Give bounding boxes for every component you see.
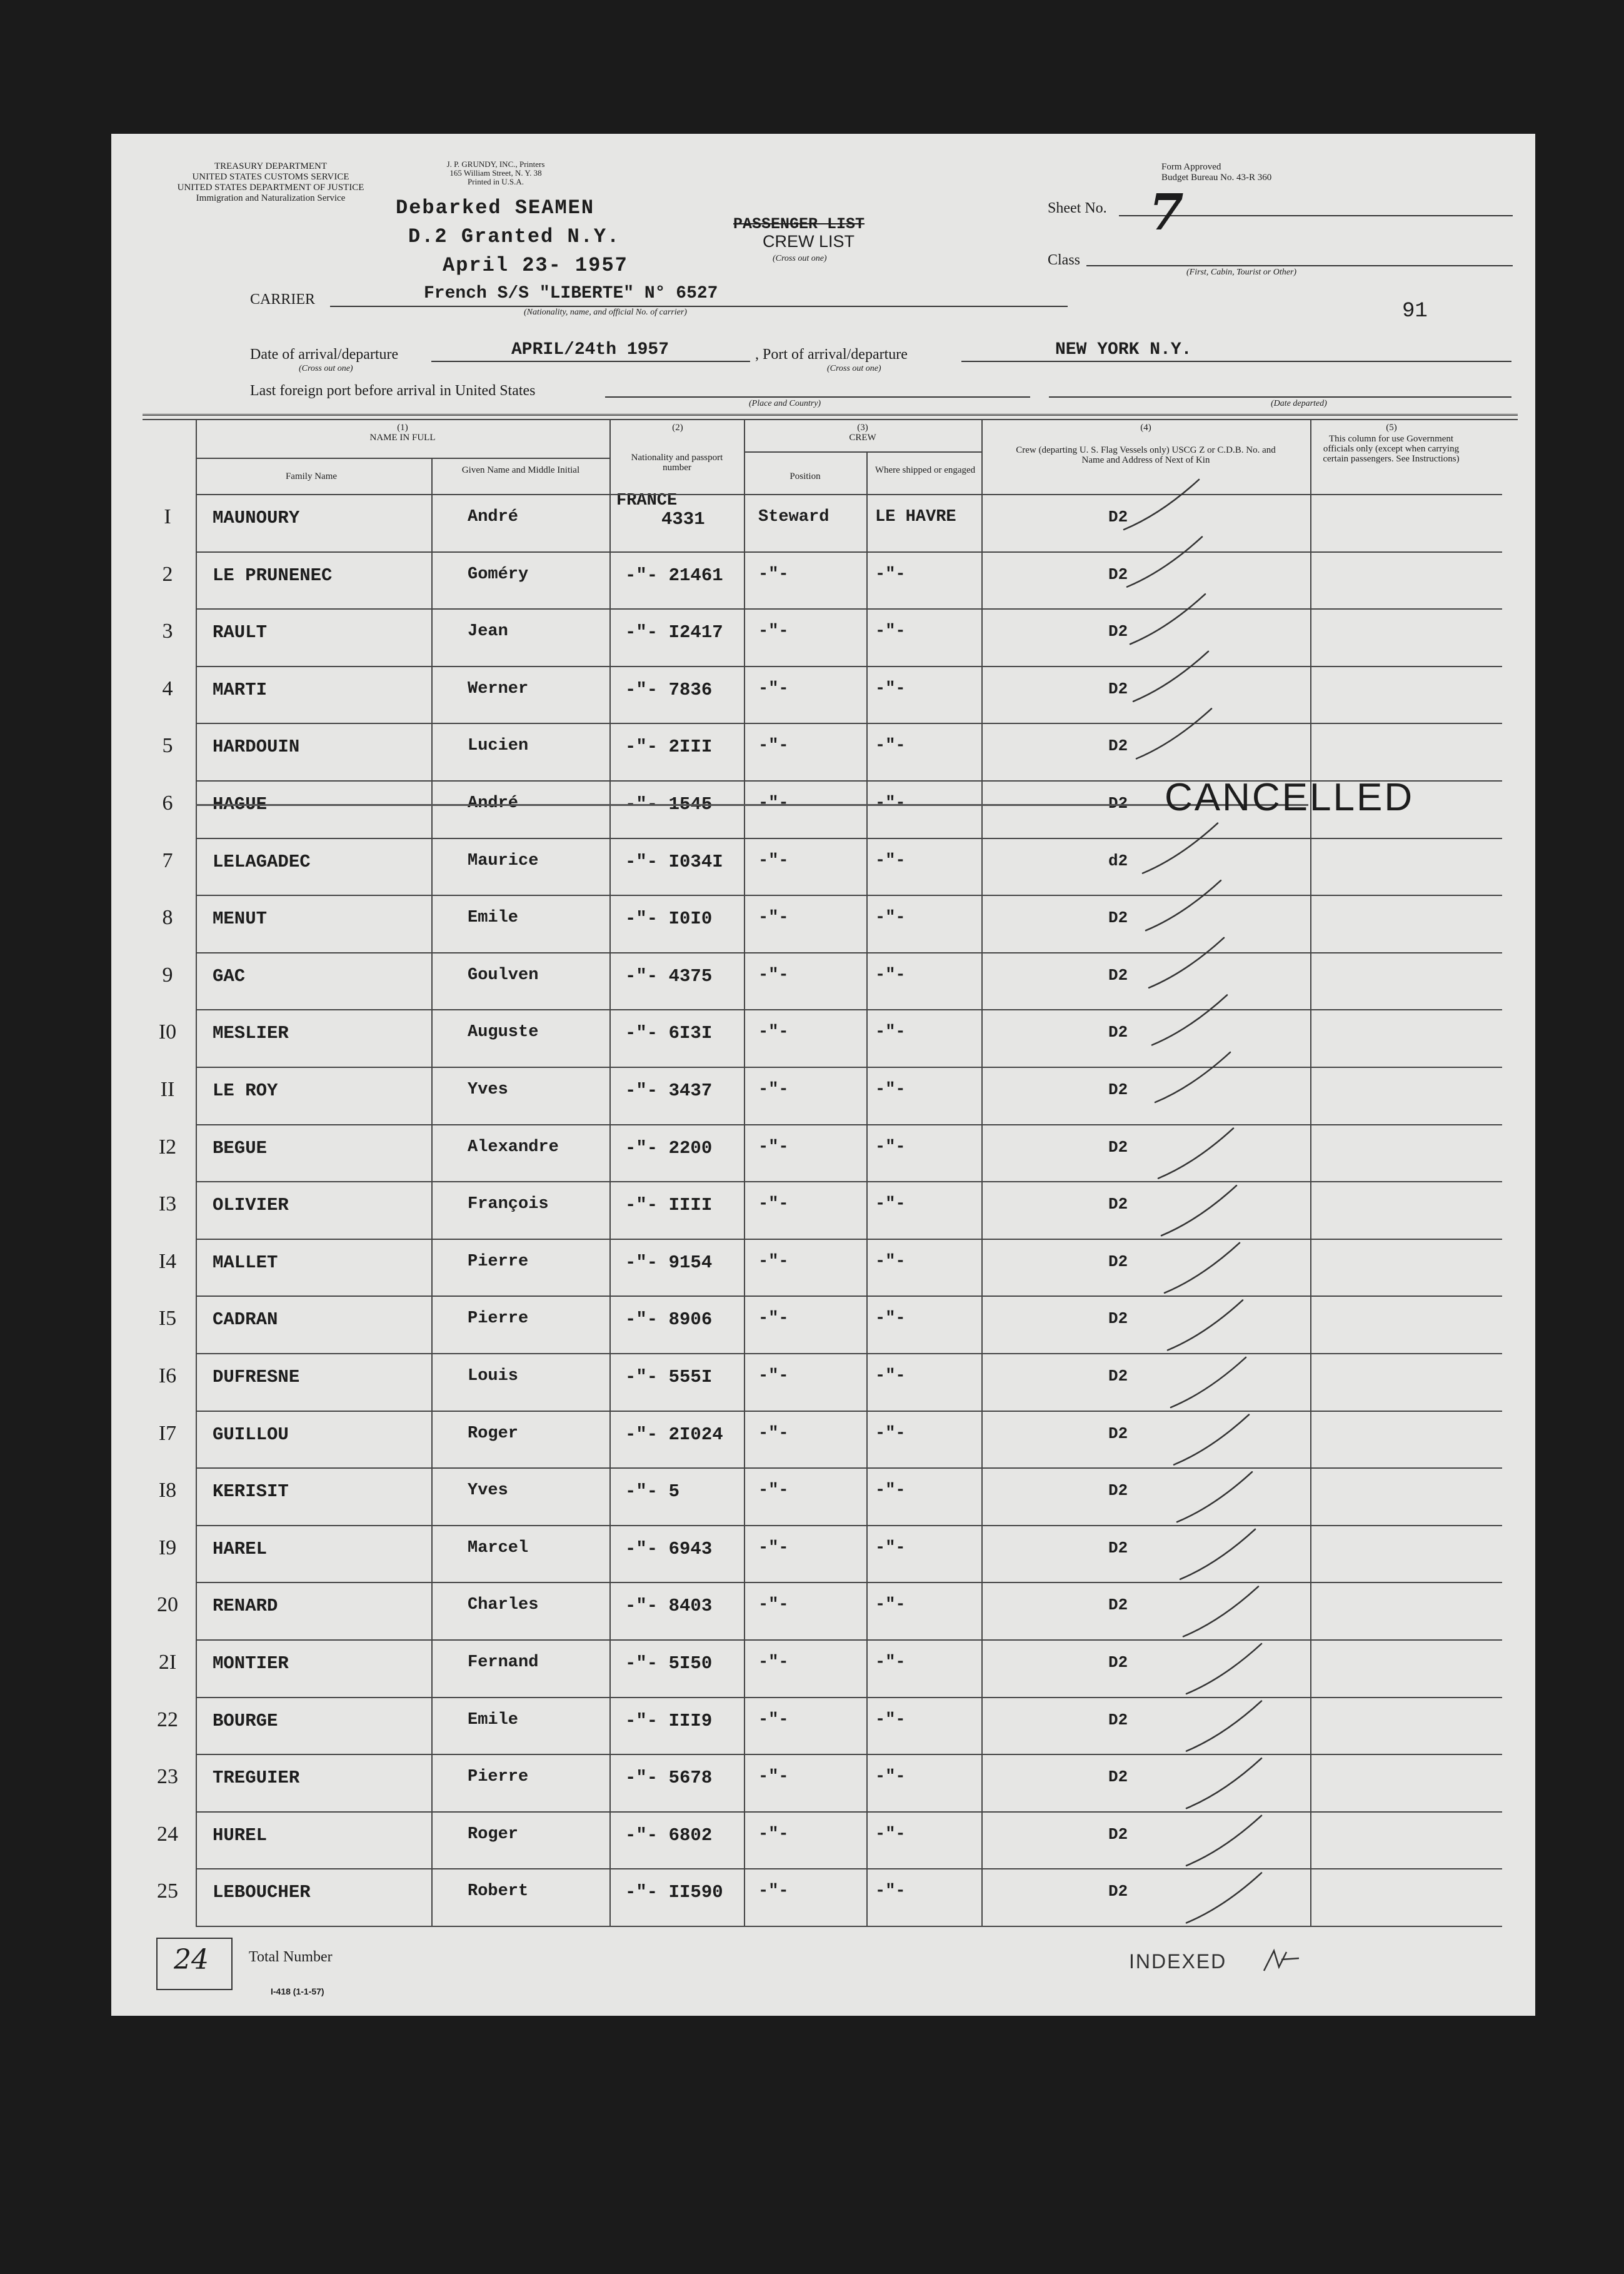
family-name: RAULT [213,622,268,643]
next-of-kin: D2 [1108,508,1128,526]
check-mark [1186,1644,1261,1694]
check-mark [1168,1300,1243,1350]
col3-title: CREW [849,433,876,443]
given-name: Emile [468,1710,519,1729]
family-name: MALLET [213,1252,278,1273]
cancelled-stamp: CANCELLED [1165,776,1415,819]
col3-number: (3) [857,423,868,433]
next-of-kin: D2 [1108,1080,1128,1099]
check-mark [1136,708,1211,758]
next-of-kin: D2 [1108,965,1128,985]
passport-number: -"- 2III [625,737,713,758]
where-shipped: -"- [875,1481,906,1501]
next-of-kin: D2 [1108,908,1128,928]
family-name: KERISIT [213,1481,289,1502]
next-of-kin: D2 [1108,1882,1128,1901]
family-name: MAUNOURY [213,508,300,528]
passport-number: -"- I2417 [625,622,723,643]
crew-position: -"- [758,1596,789,1615]
passport-number: -"- 7836 [625,679,713,700]
check-mark [1130,594,1205,644]
given-name: André [468,508,519,526]
row-number: I [164,505,171,528]
family-name: HAREL [213,1538,268,1559]
row-number: 24 [157,1822,178,1846]
next-of-kin: D2 [1108,1653,1128,1672]
total-number-value: 24 [174,1944,209,1976]
next-of-kin: D2 [1108,1596,1128,1615]
given-name: Maurice [468,851,539,870]
check-mark [1180,1529,1255,1579]
next-of-kin: D2 [1108,737,1128,756]
col2-title: Nationality and passport number [631,453,723,473]
row-number: 2I [158,1651,177,1674]
cross-out-hint: (Cross out one) [773,254,827,263]
next-of-kin: D2 [1108,679,1128,698]
given-name: Louis [468,1367,519,1386]
carrier-hint: (Nationality, name, and official No. of carrier) [524,308,687,317]
port-value: NEW YORK N.Y. [1055,340,1192,360]
passport-number: -"- 555I [625,1367,713,1387]
place-hint: (Place and Country) [749,399,821,408]
crew-position: -"- [758,1882,789,1901]
crew-position: Steward [758,508,830,526]
where-shipped: -"- [875,679,906,698]
row-number: I3 [158,1192,177,1216]
given-name: Marcel [468,1538,529,1557]
passenger-list-struck: PASSENGER LIST [733,215,865,233]
crew-position: -"- [758,1710,789,1729]
where-shipped: -"- [875,1252,906,1271]
crew-position: -"- [758,851,789,870]
next-of-kin: D2 [1108,1309,1128,1329]
family-name: DUFRESNE [213,1367,300,1387]
check-mark [1152,995,1227,1045]
date-label: Date of arrival/departure [250,346,399,363]
col1-number: (1) [397,423,408,433]
agency-line: UNITED STATES CUSTOMS SERVICE [192,172,349,182]
crew-position: -"- [758,908,789,928]
passport-number: -"- I034I [625,851,723,872]
passport-number: -"- 2200 [625,1137,713,1159]
check-mark [1161,1185,1236,1235]
budget-bureau-line: Budget Bureau No. 43-R 360 [1161,173,1272,183]
where-shipped: -"- [875,1768,906,1787]
passport-number: -"- 9154 [625,1252,713,1273]
where-shipped: -"- [875,1309,906,1329]
page-number: 91 [1402,299,1428,323]
check-mark [1133,652,1208,702]
family-name: GUILLOU [213,1424,289,1445]
where-shipped: -"- [875,908,906,928]
printer-block [427,160,564,186]
given-name: Yves [468,1080,508,1099]
passport-number: -"- III9 [625,1710,713,1731]
next-of-kin: D2 [1108,1367,1128,1386]
where-shipped: -"- [875,1538,906,1557]
check-mark [1127,537,1202,587]
col2-number: (2) [672,423,683,433]
passport-number: -"- 4375 [625,965,713,987]
family-name: HUREL [213,1824,268,1846]
family-name: BEGUE [213,1137,268,1159]
next-of-kin: D2 [1108,794,1128,813]
given-name: Robert [468,1882,529,1901]
col4-number: (4) [1140,423,1151,433]
row-number: 20 [157,1593,178,1617]
row-number: I4 [158,1249,177,1273]
sheet-label: Sheet No. [1048,200,1107,216]
port-cross-hint: (Cross out one) [827,364,881,373]
row-number: 7 [162,848,173,872]
given-name: Goméry [468,565,529,584]
where-shipped: LE HAVRE [875,508,956,526]
crew-position: -"- [758,1481,789,1501]
sheet-number: 7 [1149,183,1184,241]
given-name: Emile [468,908,519,928]
check-marks-drawing [1099,471,1449,2016]
where-shipped: -"- [875,965,906,985]
passport-number: -"- 3437 [625,1080,713,1101]
where-shipped: -"- [875,1653,906,1672]
where-shipped: -"- [875,1882,906,1901]
crew-position: -"- [758,1309,789,1329]
form-approved-line: Form Approved [1161,162,1221,172]
date-cross-hint: (Cross out one) [299,364,353,373]
port-label: , Port of arrival/departure [755,346,908,363]
crew-position: -"- [758,565,789,584]
check-mark [1183,1586,1258,1636]
family-name: HARDOUIN [213,737,300,758]
check-mark [1171,1357,1246,1407]
crew-position: -"- [758,737,789,756]
agency-line: Immigration and Naturalization Service [196,193,346,203]
where-shipped: -"- [875,565,906,584]
family-name: LEBOUCHER [213,1882,311,1903]
where-shipped: -"- [875,1824,906,1844]
passport-number: -"- 5I50 [625,1653,713,1674]
next-of-kin: D2 [1108,1137,1128,1157]
where-shipped: -"- [875,1596,906,1615]
passport-number: -"- 1545 [625,794,713,815]
check-mark [1146,880,1221,930]
stamp-date: April 23- 1957 [443,254,628,277]
passport-number: -"- 8403 [625,1596,713,1617]
next-of-kin: D2 [1108,565,1128,584]
family-name: BOURGE [213,1710,278,1731]
given-name: Jean [468,622,508,641]
col-position: Position [789,471,821,481]
where-shipped: -"- [875,1023,906,1042]
carrier-label: CARRIER [250,291,316,308]
check-mark [1143,823,1218,873]
next-of-kin: D2 [1108,1195,1128,1214]
col4-title: Crew (departing U. S. Flag Vessels only) USCG Z or C.D.B. No. and Name and Address of Next of Kin [1016,445,1276,465]
row-number: 8 [162,906,173,930]
row-number: I8 [158,1479,177,1502]
printer-line: 165 William Street, N. Y. 38 [449,168,542,178]
next-of-kin: D2 [1108,1424,1128,1443]
family-name: CADRAN [213,1309,278,1331]
family-name: TREGUIER [213,1768,300,1789]
given-name: Yves [468,1481,508,1501]
class-label: Class [1048,252,1081,268]
crew-position: -"- [758,679,789,698]
family-name: MONTIER [213,1653,289,1674]
where-shipped: -"- [875,1424,906,1443]
next-of-kin: d2 [1108,851,1128,870]
passport-number: -"- IIII [625,1195,713,1216]
col5-title: This column for use Government officials only (except when carrying certain passengers. See Instructions) [1323,434,1460,464]
check-mark [1186,1873,1261,1923]
next-of-kin: D2 [1108,1252,1128,1271]
next-of-kin: D2 [1108,1538,1128,1557]
crew-position: -"- [758,1424,789,1443]
next-of-kin: D2 [1108,1824,1128,1844]
given-name: Alexandre [468,1137,559,1157]
row-number: 6 [162,792,173,815]
given-name: Roger [468,1824,519,1844]
passport-number: -"- 6802 [625,1824,713,1846]
row-number: 22 [157,1708,178,1731]
check-mark [1149,938,1224,988]
family-name: MARTI [213,679,268,700]
passport-number: -"- 5 [625,1481,680,1502]
check-mark [1155,1052,1230,1102]
where-shipped: -"- [875,1080,906,1099]
col-given-name: Given Name and Middle Initial [461,465,580,475]
row-number: I5 [158,1307,177,1331]
row-number: I0 [158,1020,177,1044]
row-number: I2 [158,1135,177,1159]
col-where-shipped: Where shipped or engaged [875,465,976,475]
family-name: HAGUE [213,794,268,815]
crew-position: -"- [758,622,789,641]
where-shipped: -"- [875,1367,906,1386]
passport-number: -"- 6943 [625,1538,713,1559]
given-name: Pierre [468,1768,529,1787]
crew-position: -"- [758,1653,789,1672]
passport-number: -"- 8906 [625,1309,713,1331]
where-shipped: -"- [875,622,906,641]
row-number: 5 [162,734,173,758]
check-mark [1158,1129,1233,1179]
family-name: LE ROY [213,1080,278,1101]
printer-line: Printed in U.S.A. [468,177,524,186]
passport-number: -"- 2I024 [625,1424,723,1445]
indexed-initial-mark [1261,1947,1305,1975]
row-number: 4 [162,677,173,700]
given-name: François [468,1195,549,1214]
crew-position: -"- [758,1768,789,1787]
row-number: I7 [158,1421,177,1445]
crew-list-title: CREW LIST [763,232,855,251]
crew-position: -"- [758,1538,789,1557]
check-mark [1165,1243,1240,1293]
passport-number: -"- I0I0 [625,908,713,930]
given-name: Lucien [468,737,529,756]
agency-line: TREASURY DEPARTMENT [214,161,328,171]
next-of-kin: D2 [1108,1481,1128,1501]
row-number: I6 [158,1364,177,1387]
nationality: FRANCE [616,491,678,510]
family-name: RENARD [213,1596,278,1617]
check-mark [1186,1816,1261,1866]
next-of-kin: D2 [1108,1768,1128,1787]
where-shipped: -"- [875,737,906,756]
family-name: MENUT [213,908,268,930]
where-shipped: -"- [875,794,906,813]
given-name: Werner [468,679,529,698]
check-mark [1186,1758,1261,1808]
row-number: 23 [157,1765,178,1789]
where-shipped: -"- [875,1195,906,1214]
check-mark [1186,1701,1261,1751]
given-name: Pierre [468,1309,529,1329]
passport-number: -"- 5678 [625,1768,713,1789]
where-shipped: -"- [875,1137,906,1157]
given-name: Roger [468,1424,519,1443]
crew-position: -"- [758,1367,789,1386]
last-port-label: Last foreign port before arrival in United States [250,383,536,399]
given-name: Charles [468,1596,539,1615]
next-of-kin: D2 [1108,1023,1128,1042]
date-value: APRIL/24th 1957 [511,340,669,360]
family-name: LE PRUNENEC [213,565,333,586]
form-approved [1161,162,1271,183]
row-number: 2 [162,562,173,586]
next-of-kin: D2 [1108,1710,1128,1729]
check-mark [1177,1472,1252,1522]
family-name: OLIVIER [213,1195,289,1216]
agency-line: UNITED STATES DEPARTMENT OF JUSTICE [177,183,364,193]
stamp-debarked: Debarked SEAMEN [396,196,595,219]
form-number: I-418 (1-1-57) [271,1986,324,1996]
where-shipped: -"- [875,851,906,870]
given-name: Fernand [468,1653,539,1672]
row-number: 3 [162,620,173,643]
printer-line: J. P. GRUNDY, INC., Printers [446,159,545,169]
crew-position: -"- [758,794,789,813]
crew-position: -"- [758,1195,789,1214]
crew-position: -"- [758,1137,789,1157]
row-number: II [160,1078,175,1101]
crew-position: -"- [758,1824,789,1844]
family-name: MESLIER [213,1023,289,1044]
passport-number: 4331 [661,509,705,530]
family-name: LELAGADEC [213,851,311,872]
manifest-sheet [111,134,1535,2016]
passport-number: -"- 21461 [625,565,723,586]
where-shipped: -"- [875,1710,906,1729]
row-number: I9 [158,1536,177,1559]
agency-block [139,161,402,204]
given-name: André [468,794,519,813]
class-hint: (First, Cabin, Tourist or Other) [1186,268,1297,277]
given-name: Pierre [468,1252,529,1271]
row-number: 9 [162,963,173,987]
check-mark [1174,1415,1249,1465]
next-of-kin: D2 [1108,622,1128,641]
total-number-label: Total Number [249,1949,333,1965]
family-name: GAC [213,965,246,987]
given-name: Auguste [468,1023,539,1042]
indexed-stamp: INDEXED [1129,1950,1227,1973]
crew-position: -"- [758,1252,789,1271]
col-family-name: Family Name [285,471,338,481]
passport-number: -"- II590 [625,1882,723,1903]
given-name: Goulven [468,965,539,985]
passport-number: -"- 6I3I [625,1023,713,1044]
crew-position: -"- [758,1080,789,1099]
date-departed-hint: (Date departed) [1271,399,1327,408]
col1-title: NAME IN FULL [369,433,436,443]
crew-position: -"- [758,1023,789,1042]
col5-number: (5) [1386,423,1397,433]
row-number: 25 [157,1879,178,1903]
carrier-value: French S/S "LIBERTE" N° 6527 [424,284,718,303]
crew-position: -"- [758,965,789,985]
check-mark [1124,480,1199,530]
stamp-granted: D.2 Granted N.Y. [408,225,621,248]
